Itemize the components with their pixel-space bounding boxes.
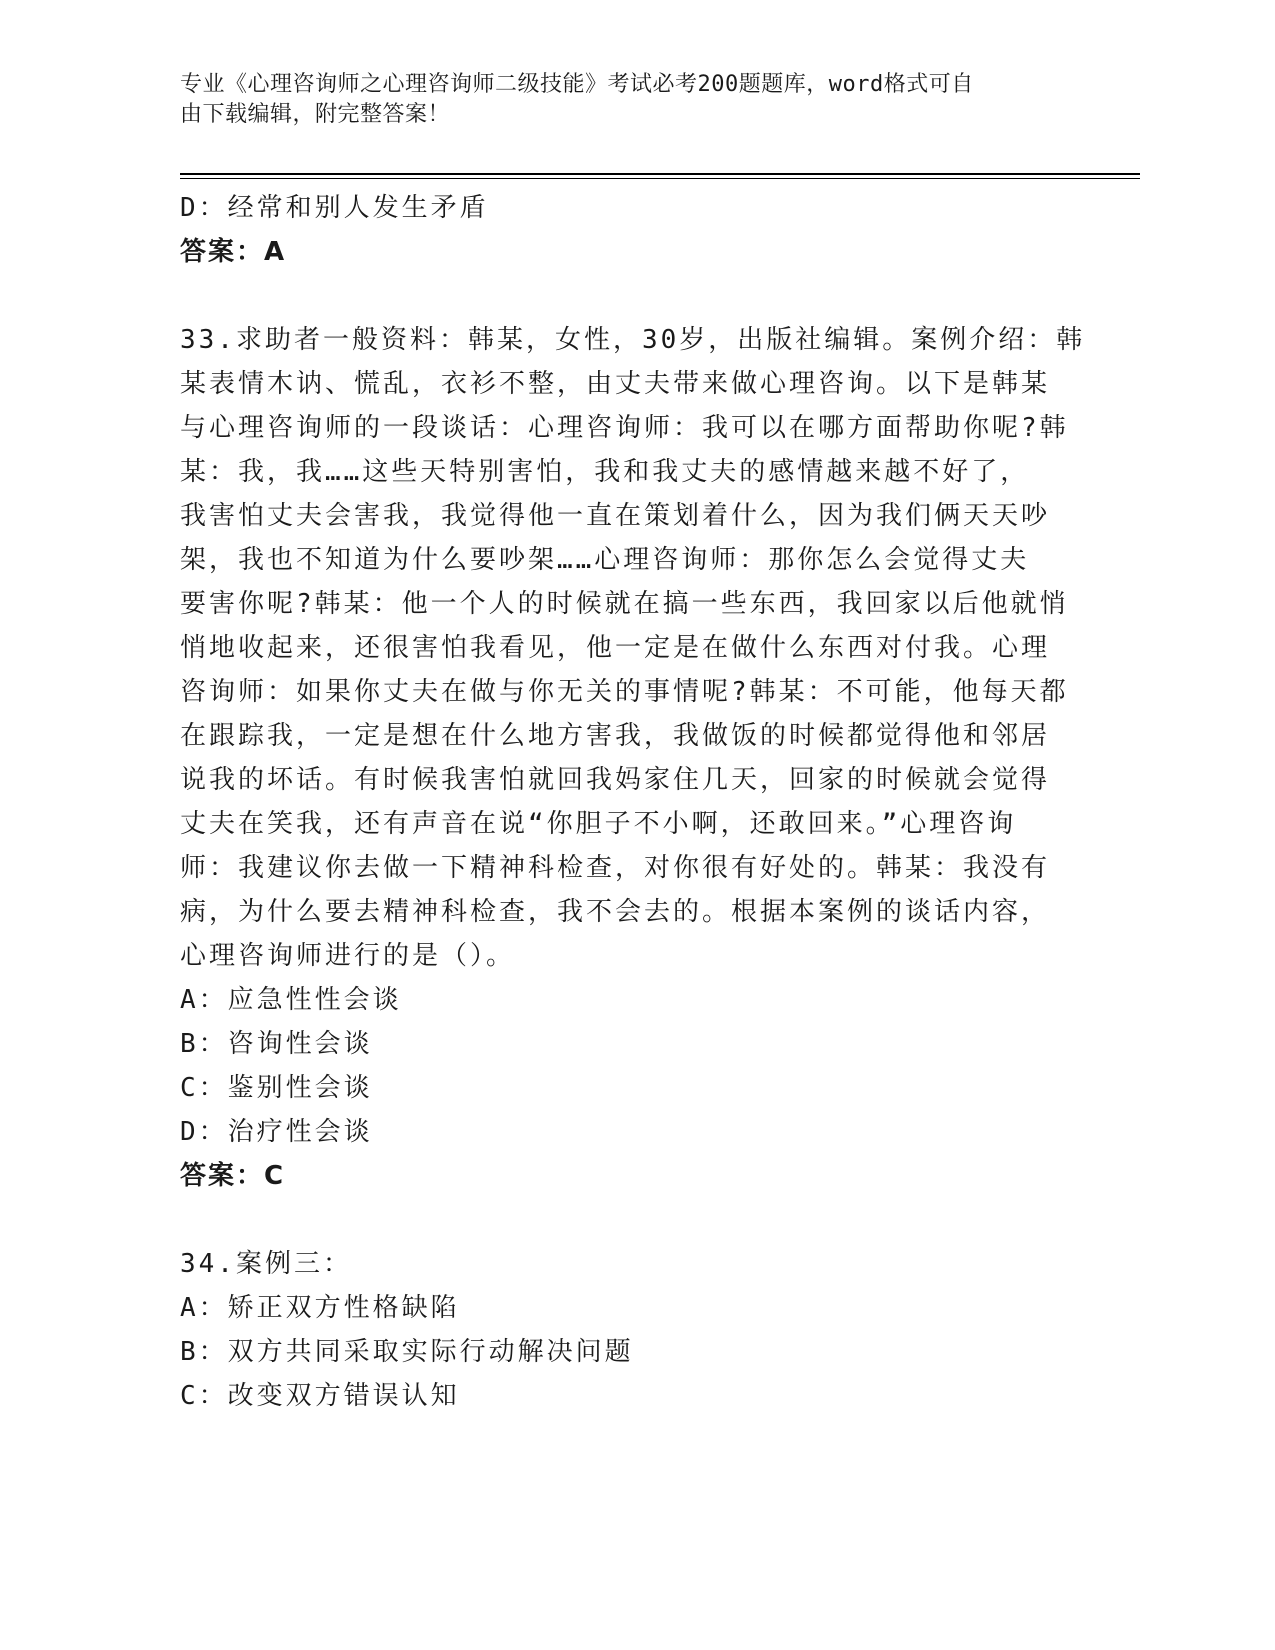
question-stem: [180, 318, 1086, 978]
answer-line: 答案：C: [180, 1161, 286, 1191]
header-line-2: 由下载编辑，附完整答案！: [180, 102, 451, 127]
header-divider-thick: [180, 173, 1140, 175]
answer-line: 答案：A: [180, 237, 287, 267]
stem-line: 说我的坏话。有时候我害怕就回我妈家住几天，回家的时候就会觉得: [180, 765, 1051, 795]
document-body: [180, 186, 1086, 1418]
option-c: C：鉴别性会谈: [180, 1073, 373, 1103]
header-line-1: 专业《心理咨询师之心理咨询师二级技能》考试必考200题题库，word格式可自: [180, 72, 974, 97]
document-header: [180, 70, 1040, 130]
stem-line: 咨询师：如果你丈夫在做与你无关的事情呢?韩某：不可能，他每天都: [180, 677, 1069, 707]
spacer: [180, 1198, 1060, 1242]
option-d: D：经常和别人发生矛盾: [180, 193, 489, 223]
spacer: [180, 274, 1060, 318]
question-34: [180, 1242, 1060, 1418]
stem-line: 某表情木讷、慌乱，衣衫不整，由丈夫带来做心理咨询。以下是韩某: [180, 369, 1051, 399]
stem-line: 在跟踪我，一定是想在什么地方害我，我做饭的时候都觉得他和邻居: [180, 721, 1051, 751]
stem-line: 要害你呢?韩某：他一个人的时候就在搞一些东西，我回家以后他就悄: [180, 589, 1069, 619]
stem-line: 病，为什么要去精神科检查，我不会去的。根据本案例的谈话内容，: [180, 897, 1051, 927]
stem-line: 某：我，我……这些天特别害怕，我和我丈夫的感情越来越不好了，: [180, 457, 1030, 487]
stem-line: 丈夫在笑我，还有声音在说“你胆子不小啊，还敢回来。”心理咨询: [180, 809, 1017, 839]
stem-line: 与心理咨询师的一段谈话：心理咨询师：我可以在哪方面帮助你呢?韩: [180, 413, 1069, 443]
option-a: A：应急性性会谈: [180, 985, 402, 1015]
option-b: B：咨询性会谈: [180, 1029, 373, 1059]
stem-line: 心理咨询师进行的是（）。: [180, 941, 516, 971]
header-divider-thin: [180, 178, 1140, 179]
question-33: [180, 318, 1086, 1198]
stem-line: 架，我也不知道为什么要吵架……心理咨询师：那你怎么会觉得丈夫: [180, 545, 1030, 575]
question-stem: 34.案例三：: [180, 1249, 352, 1279]
option-a: A：矫正双方性格缺陷: [180, 1293, 460, 1323]
stem-line: 33.求助者一般资料：韩某，女性，30岁，出版社编辑。案例介绍：韩: [180, 325, 1086, 355]
stem-line: 悄地收起来，还很害怕我看见，他一定是在做什么东西对付我。心理: [180, 633, 1051, 663]
stem-line: 师：我建议你去做一下精神科检查，对你很有好处的。韩某：我没有: [180, 853, 1051, 883]
stem-line: 我害怕丈夫会害我，我觉得他一直在策划着什么，因为我们俩天天吵: [180, 501, 1051, 531]
previous-question-tail: [180, 186, 1060, 274]
option-c: C：改变双方错误认知: [180, 1381, 460, 1411]
option-b: B：双方共同采取实际行动解决问题: [180, 1337, 634, 1367]
option-d: D：治疗性会谈: [180, 1117, 373, 1147]
